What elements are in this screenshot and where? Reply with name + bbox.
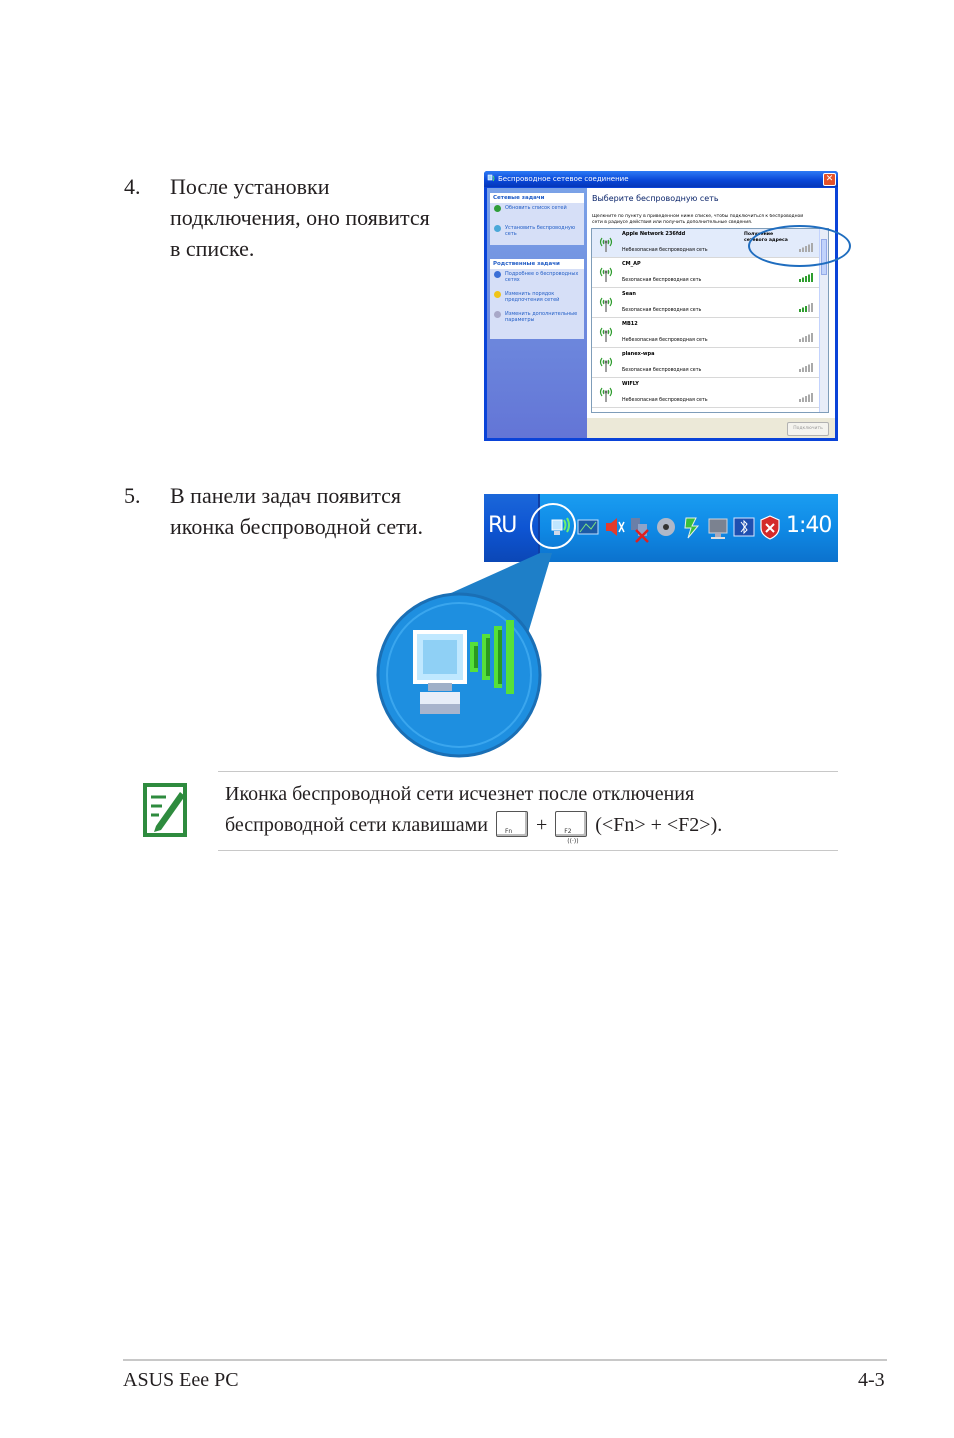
page-number: 4-3	[858, 1369, 885, 1391]
key-label: F2	[564, 828, 572, 836]
network-name: planex-wpa	[622, 351, 655, 357]
wireless-connection-window	[484, 171, 838, 441]
link-label: Обновить список сетей	[505, 205, 567, 211]
network-security: Небезопасная беспроводная сеть	[622, 248, 708, 253]
link-label: Изменить порядок предпочтения сетей	[505, 291, 560, 303]
antenna-icon	[596, 295, 616, 313]
clock[interactable]: 1:40	[786, 513, 832, 538]
note-bottom-rule	[218, 850, 838, 851]
settings-icon	[494, 311, 501, 318]
key-label: Fn	[504, 828, 513, 836]
step-line: подключения, оно появится	[170, 205, 430, 230]
step-text	[170, 480, 470, 542]
note-line-1: Иконка беспроводной сети исчезнет после отключения	[225, 783, 695, 805]
setup-wireless-network-link[interactable]	[490, 223, 584, 239]
volume-muted-icon[interactable]	[602, 510, 626, 544]
note-line-2	[225, 810, 835, 846]
antenna-icon	[596, 235, 616, 253]
antenna-icon	[596, 385, 616, 403]
wireless-icon	[487, 174, 496, 183]
learn-about-wireless-link[interactable]	[490, 269, 584, 285]
step-number: 4.	[124, 174, 141, 199]
antenna-icon	[596, 265, 616, 283]
media-icon[interactable]	[654, 510, 678, 544]
network-security: Небезопасная беспроводная сеть	[622, 338, 708, 343]
status-highlight-ellipse	[748, 225, 851, 267]
network-name: CM_AP	[622, 261, 641, 267]
signal-strength-icon	[799, 303, 814, 312]
network-tasks-panel	[490, 193, 584, 245]
magnified-wireless-icon-callout	[370, 540, 610, 760]
network-item[interactable]	[592, 319, 820, 348]
step-line: в списке.	[170, 236, 255, 261]
wireless-setup-icon	[494, 225, 501, 232]
panel-header: Сетевые задачи	[490, 193, 584, 203]
footer-product: ASUS Eee PC	[123, 1369, 239, 1391]
fn-key-icon	[496, 811, 528, 837]
panel-heading: Выберите беспроводную сеть	[592, 194, 719, 203]
antenna-icon	[596, 325, 616, 343]
f2-key-icon	[555, 811, 587, 846]
task-sidebar	[487, 188, 587, 438]
note-pencil-icon	[142, 782, 188, 838]
link-label: Подробнее о беспроводных сетях	[505, 271, 579, 283]
step-text	[170, 171, 470, 264]
star-icon	[494, 291, 501, 298]
related-tasks-panel	[490, 259, 584, 339]
network-item[interactable]	[592, 289, 820, 318]
language-indicator[interactable]: RU	[488, 513, 516, 538]
refresh-network-list-link[interactable]	[490, 203, 584, 213]
signal-strength-icon	[799, 333, 814, 342]
network-name: Sean	[622, 291, 636, 297]
status-line: сетевого адреса	[744, 237, 788, 243]
signal-strength-icon	[799, 363, 814, 372]
network-name: MB12	[622, 321, 638, 327]
step-number: 5.	[124, 483, 141, 508]
connect-button[interactable]: Подключить	[787, 422, 829, 436]
signal-strength-icon	[799, 273, 814, 282]
network-item[interactable]	[592, 349, 820, 378]
info-icon	[494, 271, 501, 278]
antenna-icon	[596, 355, 616, 373]
refresh-icon	[494, 205, 501, 212]
update-icon[interactable]	[680, 510, 704, 544]
window-title: Беспроводное сетевое соединение	[498, 175, 629, 183]
network-item[interactable]	[592, 379, 820, 408]
network-security: Небезопасная беспроводная сеть	[622, 398, 708, 403]
step-line: После установки	[170, 174, 330, 199]
step-line: В панели задач появится	[170, 483, 401, 508]
note-text	[225, 779, 835, 846]
network-security: Безопасная беспроводная сеть	[622, 278, 702, 283]
bluetooth-icon[interactable]	[732, 510, 756, 544]
monitor-icon[interactable]	[706, 510, 730, 544]
note-text-part: беспроводной сети клавишами	[225, 814, 488, 836]
window-title-bar	[484, 171, 838, 187]
plus-sign: +	[535, 814, 548, 836]
status-line: Получение	[744, 232, 774, 237]
network-security: Безопасная беспроводная сеть	[622, 308, 702, 313]
wireless-glyph: ((·))	[567, 838, 579, 846]
network-name: WIFLY	[622, 381, 639, 387]
link-label: Изменить дополнительные параметры	[505, 311, 578, 323]
network-security: Безопасная беспроводная сеть	[622, 368, 702, 373]
note-top-rule	[218, 771, 838, 772]
signal-strength-icon	[799, 393, 814, 402]
network-disconnected-icon[interactable]	[628, 510, 652, 544]
panel-header: Родственные задачи	[490, 259, 584, 269]
step-line: иконка беспроводной сети.	[170, 514, 424, 539]
intro-text: Щелкните по пункту в приведенном ниже списке, чтобы подключиться к беспроводной сети в радиусе действия или получить дополнительные сведения.	[592, 214, 804, 225]
note-text-part: (<Fn> + <F2>).	[595, 814, 723, 836]
advanced-settings-link[interactable]	[490, 309, 584, 325]
display-icon[interactable]	[576, 510, 600, 544]
network-name: Apple Network 236fdd	[622, 231, 686, 237]
footer-rule	[123, 1359, 887, 1361]
link-label: Установить беспроводную сеть	[505, 225, 576, 237]
close-button[interactable]: ✕	[823, 173, 836, 186]
security-shield-icon[interactable]	[758, 510, 782, 544]
change-order-link[interactable]	[490, 289, 584, 305]
